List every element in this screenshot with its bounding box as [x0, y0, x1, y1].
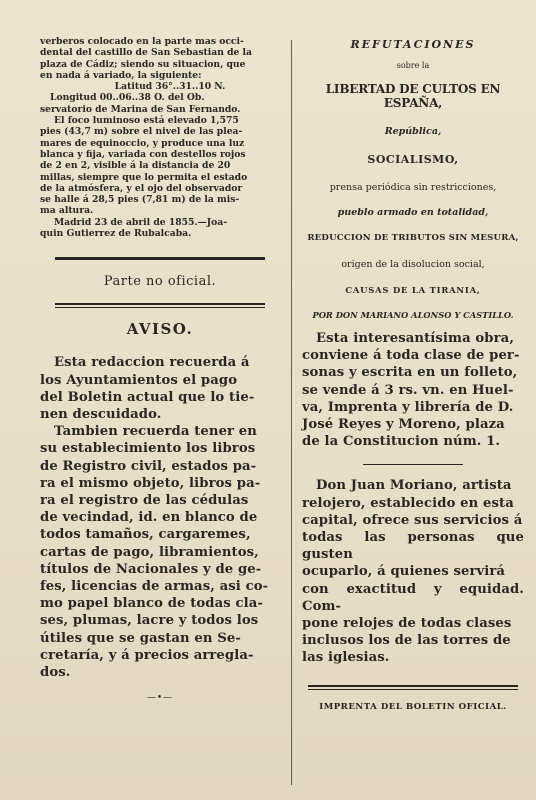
text-line: verberos colocado en la parte mas occi-	[40, 36, 244, 47]
text-line: ma altura.	[40, 205, 94, 217]
text-line: útiles que se gastan en Se-	[40, 630, 241, 646]
text-line: su establecimiento los libros	[40, 441, 256, 457]
text-line: del Boletin actual que lo tie-	[40, 389, 255, 405]
text-line: de la atmósfera, y el ojo del observador	[40, 182, 243, 194]
libertad-line: LIBERTAD DE CULTOS EN ESPAÑA,	[325, 82, 501, 110]
text-line: se vende á 3 rs. vn. en Huel-	[302, 382, 514, 398]
text-line: quin Gutierrez de Rubalcaba.	[40, 228, 192, 240]
text-line: se halle á 28,5 pies (7,81 m) de la mis-	[40, 194, 240, 206]
text-line: ses, plumas, lacre y todos los	[40, 613, 259, 629]
text-line: blanca y fija, variada con destellos rojos	[40, 148, 246, 160]
end-flourish: —•—	[146, 693, 174, 704]
text-line: millas, siempre que lo permita el estado	[40, 171, 248, 183]
text-line: va, Imprenta y librería de D.	[302, 399, 514, 415]
column-divider	[291, 40, 292, 785]
text-line: pone relojes de todas clases	[302, 616, 512, 632]
text-line: todos tamaños, cargaremes,	[40, 527, 251, 543]
origen-line: origen de la disolucion social,	[341, 259, 485, 270]
text-line: mo papel blanco de todas cla-	[40, 596, 263, 612]
text-line: Don Juan Moriano, artista	[316, 478, 512, 494]
text-line: José Reyes y Moreno, plaza	[302, 417, 505, 433]
imprint-line: IMPRENTA DEL BOLETIN OFICIAL.	[319, 701, 507, 712]
text-line: relojero, establecido en esta	[302, 495, 514, 511]
aviso-paragraph-2	[40, 423, 280, 681]
text-line: ocuparlo, á quienes servirá	[302, 564, 506, 580]
separator-rule	[363, 464, 463, 465]
section-title: Parte no oficial.	[103, 274, 217, 290]
text-line: pies (43,7 m) sobre el nivel de las plea-	[40, 126, 243, 138]
text-line: ra el mismo objeto, libros pa-	[40, 475, 261, 491]
imprint-rule	[308, 685, 518, 690]
text-line: en nada á variado, la siguiente:	[40, 69, 202, 81]
socialismo-line: SOCIALISMO,	[367, 153, 459, 166]
text-line: dos.	[40, 665, 71, 680]
lighthouse-notice	[40, 36, 280, 81]
text-line: sonas y escrita en un folleto,	[302, 365, 518, 381]
longitude: Longitud 00..06..38 O. del Ob.	[50, 92, 205, 104]
text-line: cartas de pago, libramientos,	[40, 544, 259, 560]
aviso-paragraph-1	[40, 354, 280, 423]
right-column	[302, 36, 524, 712]
text-line: conviene á toda clase de per-	[302, 348, 520, 364]
pueblo-line: pueblo armado en totalidad,	[337, 207, 489, 218]
text-line: Madrid 23 de abril de 1855.—Joa-	[54, 216, 228, 228]
text-line: plaza de Cádiz; siendo su situacion, que	[40, 58, 246, 70]
left-column	[40, 36, 280, 703]
text-line: cretaría, y á precios arregla-	[40, 647, 254, 663]
text-line: nen descuidado.	[40, 406, 162, 422]
observatory: servatorio de Marina de San Fernando.	[40, 103, 241, 115]
text-line: capital, ofrece sus servicios á	[302, 512, 523, 528]
text-line: mares de equinoccio, y produce una luz	[40, 137, 245, 149]
text-line: fes, licencias de armas, asi co-	[40, 578, 269, 594]
latitude: Latitud 36°..31..10 N.	[114, 81, 226, 93]
sobre-line: sobre la	[396, 61, 430, 70]
text-line: El foco luminoso está elevado 1,575	[54, 115, 239, 127]
signature	[40, 217, 280, 240]
author-line: POR DON MARIANO ALONSO Y CASTILLO.	[312, 310, 514, 320]
text-line: Esta redaccion recuerda á	[54, 355, 250, 371]
aviso-title: AVISO.	[126, 320, 194, 339]
text-line: con exactitud y equidad. Com-	[302, 581, 524, 614]
republica-line: República,	[384, 126, 442, 137]
causas-line: CAUSAS DE LA TIRANIA,	[345, 285, 481, 295]
text-line: Tambien recuerda tener en	[54, 424, 257, 440]
text-line: dental del castillo de San Sebastian de la	[40, 47, 252, 59]
text-line: Esta interesantísima obra,	[316, 331, 515, 346]
section-divider	[55, 257, 265, 260]
text-line: títulos de Nacionales y de ge-	[40, 561, 262, 577]
refutaciones-heading: REFUTACIONES	[350, 38, 476, 51]
text-line: de la Constitucion núm. 1.	[302, 434, 501, 450]
clock-paragraph	[302, 477, 524, 666]
text-line: los Ayuntamientos el pago	[40, 372, 238, 388]
section-divider	[55, 303, 265, 308]
text-line: las iglesias.	[302, 650, 390, 666]
text-line: de 2 en 2, visible á la distancia de 20	[40, 160, 231, 172]
text-line: todas las personas que gusten	[302, 530, 524, 563]
text-line: de vecindad, id. en blanco de	[40, 510, 258, 526]
reduccion-line: REDUCCION DE TRIBUTOS SIN MESURA,	[307, 233, 519, 243]
text-line: inclusos los de las torres de	[302, 633, 511, 649]
prensa-line: prensa periódica sin restricciones,	[329, 182, 497, 193]
book-paragraph	[302, 330, 524, 450]
text-line: de Registro civil, estados pa-	[40, 458, 257, 474]
text-line: ra el registro de las cédulas	[40, 492, 249, 508]
focus-paragraph	[40, 115, 280, 217]
